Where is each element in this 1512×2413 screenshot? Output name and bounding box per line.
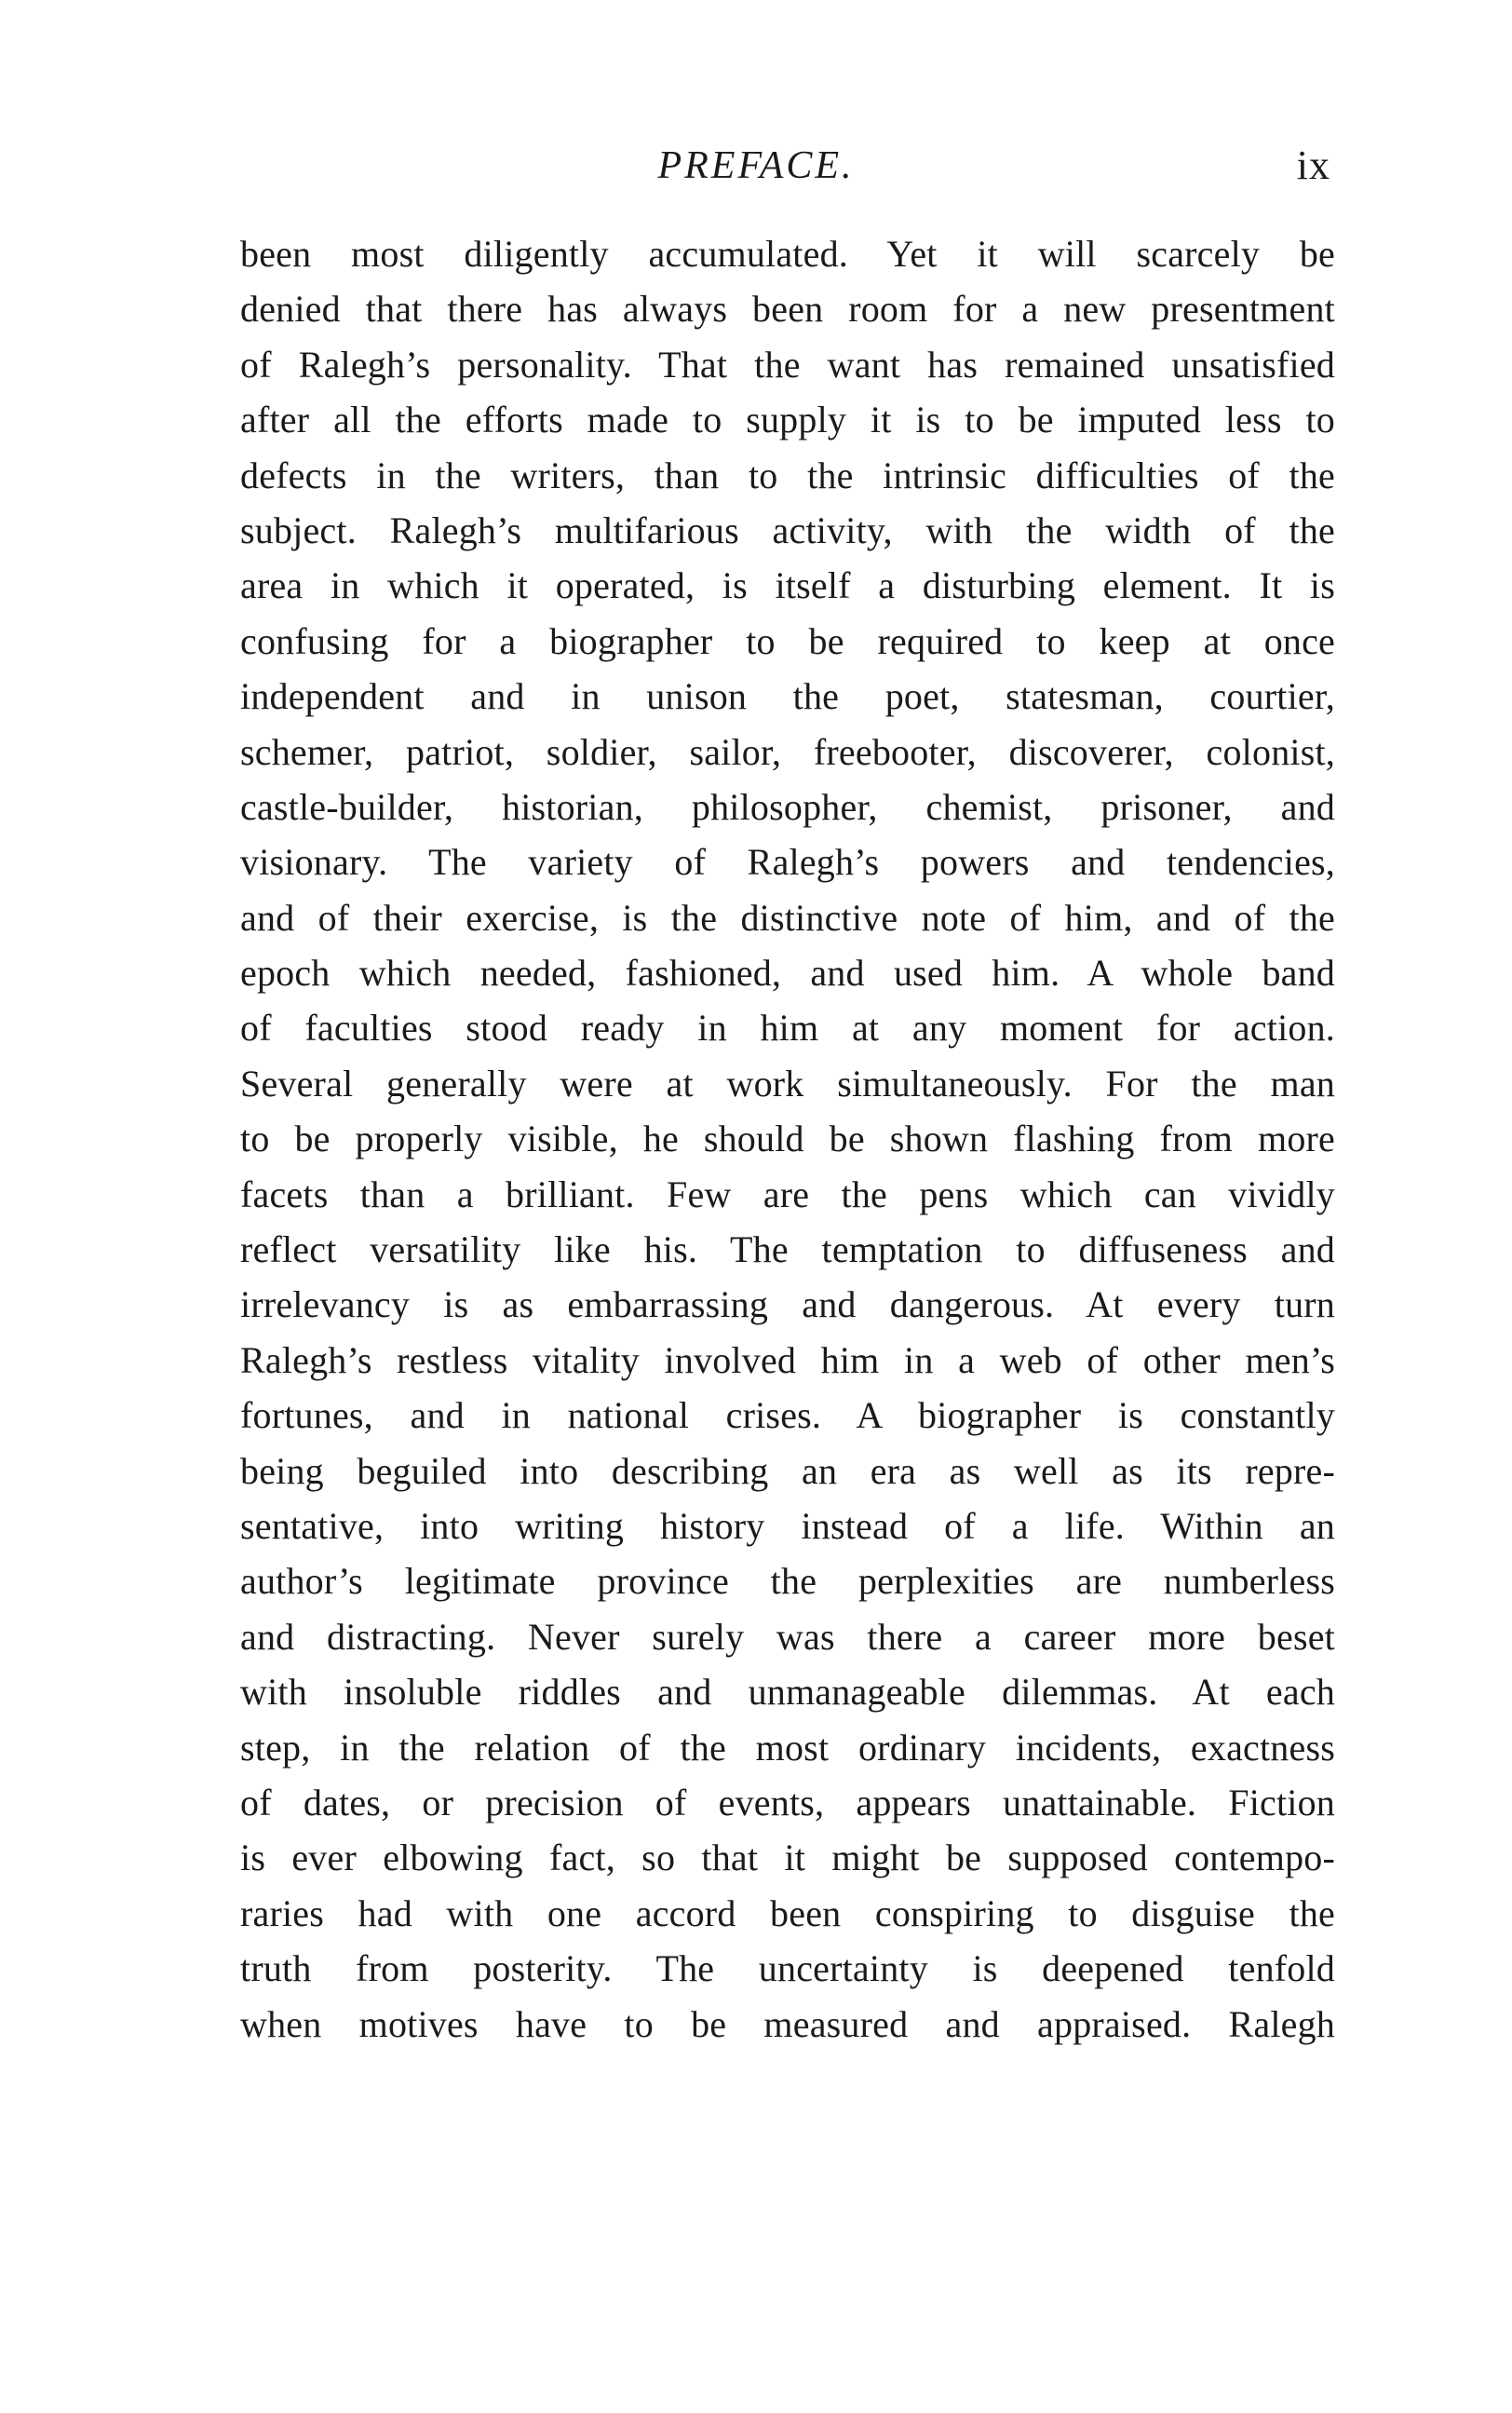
text-line: step, in the relation of the most ordinary incidents, exactness bbox=[240, 1726, 1335, 1769]
text-line: fortunes, and in national crises. A biographer is constantly bbox=[240, 1394, 1335, 1437]
text-line: of dates, or precision of events, appears unattainable. Fiction bbox=[240, 1781, 1335, 1823]
text-line: after all the efforts made to supply it is to be imputed less to bbox=[240, 399, 1335, 441]
text-line: author’s legitimate province the perplexities are numberless bbox=[240, 1560, 1335, 1603]
text-line: being beguiled into describing an era as well as its repre- bbox=[240, 1449, 1335, 1492]
text-line: of Ralegh’s personality. That the want has remained unsatisfied bbox=[240, 343, 1335, 386]
text-line: confusing for a biographer to be required to keep at once bbox=[240, 619, 1335, 662]
text-line: subject. Ralegh’s multifarious activity, with the width of the bbox=[240, 508, 1335, 551]
text-line: area in which it operated, is itself a disturbing element. It is bbox=[240, 564, 1335, 607]
text-line: raries had with one accord been conspiring to disguise the bbox=[240, 1891, 1335, 1934]
text-line: sentative, into writing history instead of a life. Within an bbox=[240, 1504, 1335, 1547]
text-line: Ralegh’s restless vitality involved him in a web of other men’s bbox=[240, 1338, 1335, 1381]
text-line: epoch which needed, fashioned, and used him. A whole band bbox=[240, 952, 1335, 995]
text-line: facets than a brilliant. Few are the pens which can vividly bbox=[240, 1173, 1335, 1215]
text-line: visionary. The variety of Ralegh’s powers and tendencies, bbox=[240, 841, 1335, 884]
text-line: denied that there has always been room for a new presentment bbox=[240, 288, 1335, 331]
text-line: and of their exercise, is the distinctive note of him, and of the bbox=[240, 896, 1335, 939]
page-number: ix bbox=[1296, 142, 1330, 188]
text-line: independent and in unison the poet, statesman, courtier, bbox=[240, 675, 1335, 718]
running-head bbox=[0, 138, 1512, 194]
body-text bbox=[240, 226, 1335, 2052]
text-line: defects in the writers, than to the intrinsic difficulties of the bbox=[240, 454, 1335, 496]
text-line: is ever elbowing fact, so that it might be supposed contempo- bbox=[240, 1837, 1335, 1879]
text-line: of faculties stood ready in him at any moment for action. bbox=[240, 1007, 1335, 1050]
text-line: truth from posterity. The uncertainty is deepened tenfold bbox=[240, 1947, 1335, 1990]
text-line: with insoluble riddles and unmanageable dilemmas. At each bbox=[240, 1671, 1335, 1714]
text-line: Several generally were at work simultaneously. For the man bbox=[240, 1062, 1335, 1105]
text-line: schemer, patriot, soldier, sailor, freebooter, discoverer, colonist, bbox=[240, 730, 1335, 773]
text-line: castle-builder, historian, philosopher, chemist, prisoner, and bbox=[240, 785, 1335, 828]
text-line: irrelevancy is as embarrassing and dangerous. At every turn bbox=[240, 1283, 1335, 1326]
text-line: reflect versatility like his. The temptation to diffuseness and bbox=[240, 1228, 1335, 1271]
text-line: been most diligently accumulated. Yet it will scarcely be bbox=[240, 233, 1335, 275]
text-line: and distracting. Never surely was there a career more beset bbox=[240, 1615, 1335, 1658]
running-head-title: PREFACE. bbox=[657, 144, 855, 187]
text-line: when motives have to be measured and appraised. Ralegh bbox=[240, 2002, 1335, 2045]
text-line: to be properly visible, he should be shown flashing from more bbox=[240, 1118, 1335, 1160]
